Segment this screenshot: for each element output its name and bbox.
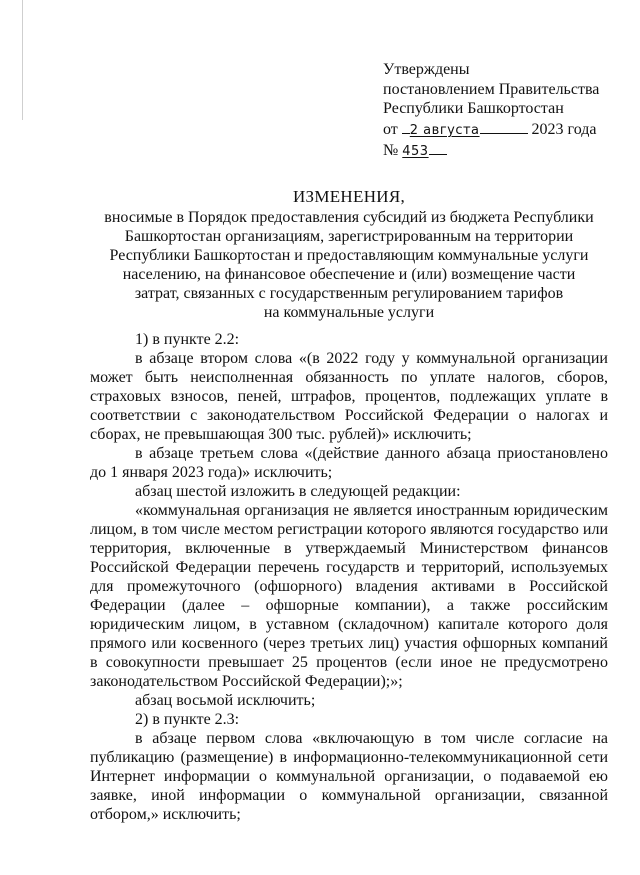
number-handwritten: 453 <box>402 144 429 159</box>
number-blank <box>429 140 447 155</box>
date-handwritten: 2 августа <box>409 122 480 138</box>
title-line-2: Башкортостан организациям, зарегистрированным на территории <box>124 228 574 245</box>
paragraph-6: абзац восьмой исключить; <box>135 692 316 709</box>
approval-date-line <box>383 119 633 141</box>
paragraph-4: абзац шестой изложить в следующей редакции: <box>135 483 461 500</box>
title-line-4: населению, на финансовое обеспечение и (или) возмещение части <box>122 266 576 283</box>
date-prefix: от <box>383 120 398 138</box>
paragraph-3: в абзаце третьем слова «(действие данного абзаца приостановлено до 1 января 2023 года)» исключить; <box>90 445 608 481</box>
title-line-5: затрат, связанных с государственным регулированием тарифов <box>134 285 564 302</box>
paragraph-item-1: 1) в пункте 2.2: <box>135 331 240 348</box>
paragraph-5: «коммунальная организация не является иностранным юридическим лицом, в том числе местом регистрации которого являются государство или территория, включенные в утверждаемый Министерством финансов Российской Федерации перечень государств и территорий, используемых для промежуточного (офшорного) владения активами в Российской Федерации (далее – офшорные компании), а также российским юридическим лицом, в уставном (складочном) капитале которого доля прямого или косвенного (через третьих лиц) участия офшорных компаний в совокупности превышает 25 процентов (если иное не предусмотрено законодательством Российской Федерации);»; <box>90 502 608 690</box>
document-title <box>90 187 608 322</box>
title-line-3: Республики Башкортостан и предоставляющим коммунальные услуги <box>109 247 589 264</box>
approval-number-line <box>383 140 633 162</box>
document-body <box>90 330 608 824</box>
date-suffix: 2023 года <box>531 120 597 138</box>
approval-line-3: Республики Башкортостан <box>383 100 564 117</box>
approval-line-1: Утверждены <box>383 61 470 78</box>
paragraph-2: в абзаце втором слова «(в 2022 году у коммунальной организации может быть неисполненная обязанность по уплате налогов, сборов, страховых взносов, пеней, штрафов, процентов, подлежащих уплате в соответствии с законодательством Российской Федерации о налогах и сборах, не превышающая 300 тыс. рублей)» исключить; <box>90 350 608 443</box>
title-line-1: вносимые в Порядок предоставления субсидий из бюджета Республики <box>104 209 594 226</box>
approval-block <box>383 60 633 162</box>
number-prefix: № <box>383 142 399 159</box>
scan-edge-mark <box>22 0 23 120</box>
title-line-6: на коммунальные услуги <box>263 304 435 321</box>
paragraph-item-2: 2) в пункте 2.3: <box>135 711 240 728</box>
paragraph-8: в абзаце первом слова «включающую в том числе согласие на публикацию (размещение) в информационно-телекоммуникационной сети Интернет информации о коммунальной организации, о подаваемой ею заявке, иной информации о коммунальной организации, связанной отбором,» исключить; <box>90 730 608 823</box>
date-blank-right <box>480 119 528 134</box>
title-heading: ИЗМЕНЕНИЯ, <box>292 187 406 206</box>
approval-line-2: постановлением Правительства <box>383 80 600 98</box>
date-blank-left <box>402 119 410 134</box>
